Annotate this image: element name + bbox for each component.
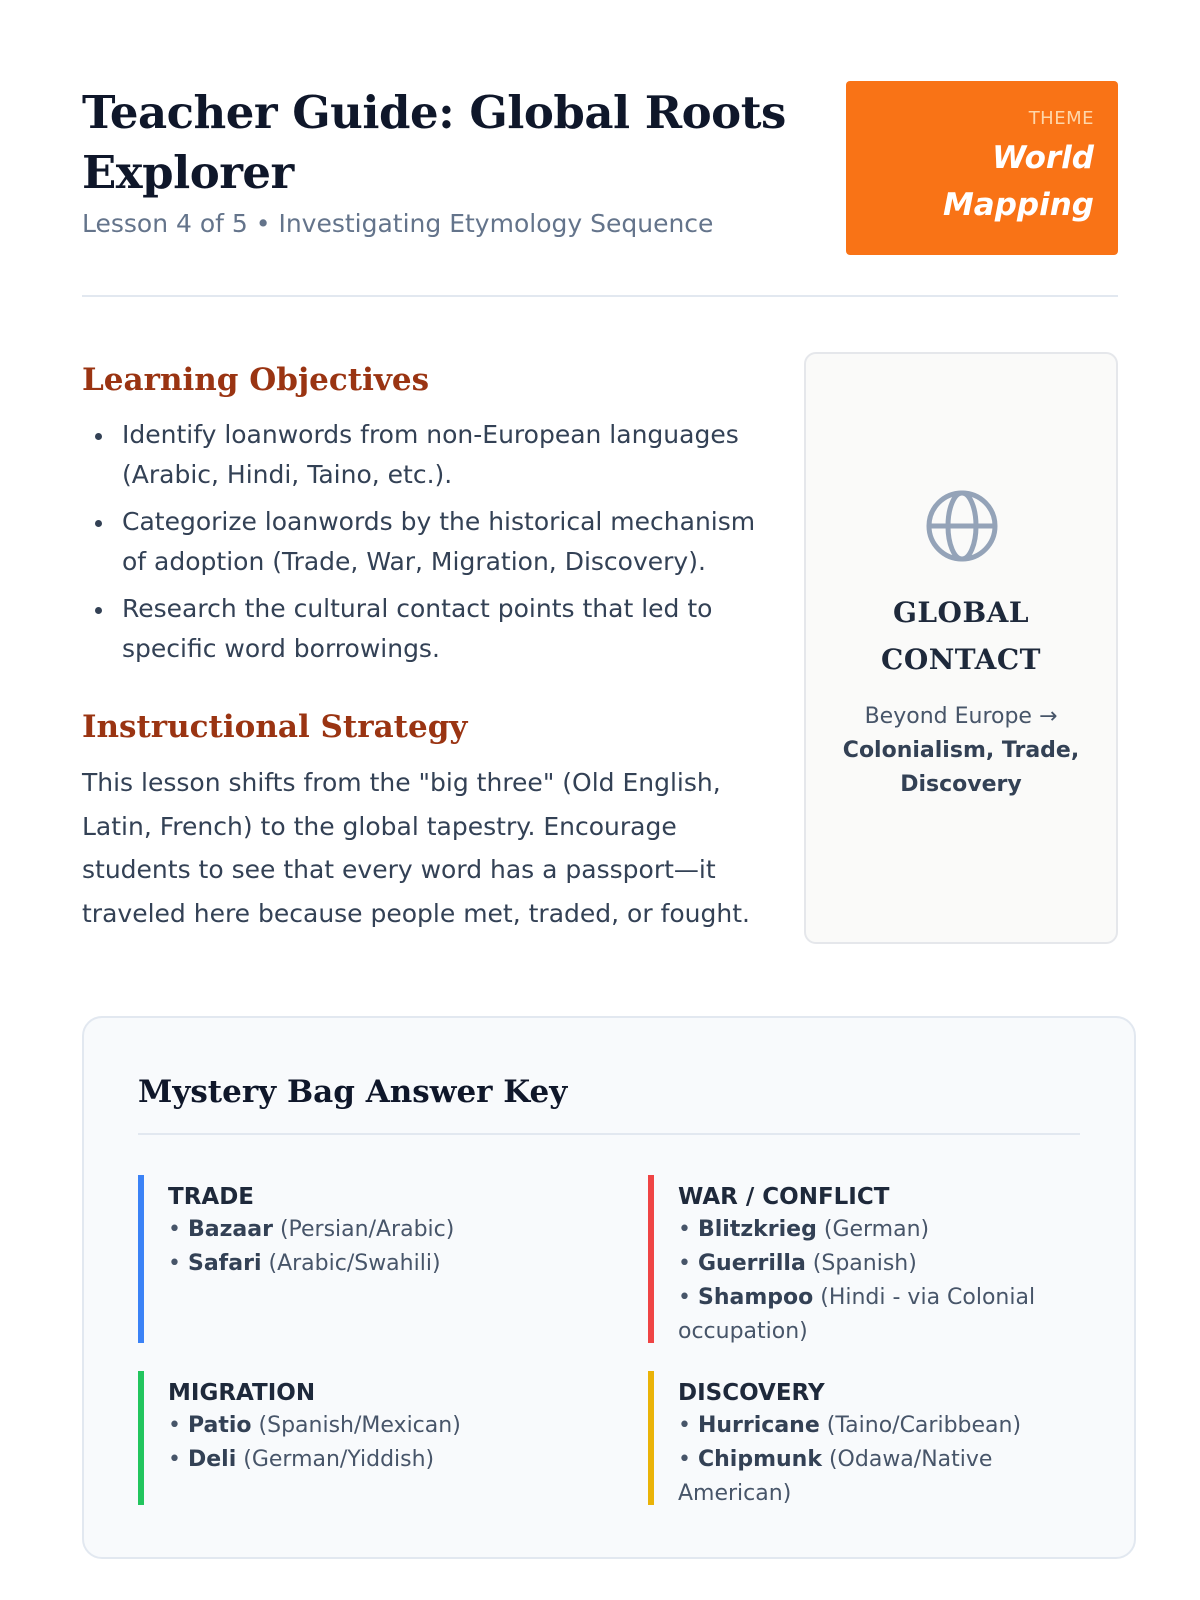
loanword-item: • Blitzkrieg (German) — [678, 1217, 930, 1242]
category-title: DISCOVERY — [678, 1380, 825, 1406]
answer-key-divider — [138, 1133, 1080, 1135]
lesson-subtitle: Lesson 4 of 5 • Investigating Etymology Sequence — [82, 209, 714, 238]
loanword: Safari — [187, 1251, 262, 1276]
loanword: Hurricane — [697, 1413, 820, 1438]
global-contact-title — [806, 589, 1116, 683]
loanword: Deli — [187, 1447, 237, 1472]
page-header — [82, 81, 1118, 297]
global-contact-title-line1: GLOBAL — [892, 596, 1030, 629]
loanword-origin: (German/Yiddish) — [243, 1447, 435, 1472]
global-contact-text-bold: Colonialism, Trade, Discovery — [842, 738, 1080, 797]
loanword: Guerrilla — [697, 1251, 806, 1276]
theme-value-line2: Mapping — [942, 187, 1094, 223]
loanword-origin: (Spanish/Mexican) — [258, 1413, 461, 1438]
answer-key-card — [82, 1016, 1136, 1559]
page-title: Teacher Guide: Global Roots Explorer — [82, 86, 786, 199]
loanword-origin: (Taino/Caribbean) — [826, 1413, 1022, 1438]
loanword-item: • Deli (German/Yiddish) — [168, 1447, 435, 1472]
strategy-text: This lesson shifts from the "big three" (Old English, Latin, French) to the global tapestry. Encourage students to see that every word has a passport—it traveled here because people met, traded, or fought. — [82, 768, 750, 928]
global-contact-card — [804, 352, 1118, 944]
objectives-list — [82, 415, 772, 676]
category-title: TRADE — [168, 1184, 255, 1210]
loanword: Chipmunk — [697, 1447, 822, 1472]
loanword-item: • Guerrilla (Spanish) — [678, 1251, 917, 1276]
theme-value — [846, 135, 1094, 229]
loanword-origin: (Persian/Arabic) — [279, 1217, 455, 1242]
loanword-item: • Safari (Arabic/Swahili) — [168, 1251, 441, 1276]
globe-icon — [924, 488, 1000, 568]
theme-badge — [846, 81, 1118, 255]
answer-key-title: Mystery Bag Answer Key — [138, 1074, 568, 1110]
loanword-item: • Patio (Spanish/Mexican) — [168, 1413, 461, 1438]
theme-value-line1: World — [992, 140, 1094, 176]
category-discovery — [648, 1371, 1088, 1505]
loanword-origin: (Spanish) — [812, 1251, 917, 1276]
global-contact-title-line2: CONTACT — [881, 643, 1041, 676]
loanword-item: • Shampoo (Hindi - via Colonial occupation) — [678, 1285, 1036, 1344]
global-contact-text — [826, 700, 1096, 802]
objective-item: Categorize loanwords by the historical mechanism of adoption (Trade, War, Migration, Discovery). — [82, 502, 772, 582]
category-trade — [138, 1175, 578, 1343]
loanword-item: • Chipmunk (Odawa/Native American) — [678, 1447, 993, 1506]
category-war-conflict — [648, 1175, 1088, 1343]
objectives-heading: Learning Objectives — [82, 362, 430, 398]
objective-item: Identify loanwords from non-European languages (Arabic, Hindi, Taino, etc.). — [82, 415, 772, 495]
loanword: Blitzkrieg — [697, 1217, 817, 1242]
loanword: Shampoo — [697, 1285, 814, 1310]
objective-item: Research the cultural contact points that led to specific word borrowings. — [82, 589, 772, 669]
loanword: Bazaar — [187, 1217, 273, 1242]
strategy-heading: Instructional Strategy — [82, 709, 468, 745]
loanword-item: • Bazaar (Persian/Arabic) — [168, 1217, 455, 1242]
loanword-origin: (Odawa/Native American) — [678, 1447, 993, 1506]
category-migration — [138, 1371, 578, 1505]
category-title: WAR / CONFLICT — [678, 1184, 890, 1210]
loanword-item: • Hurricane (Taino/Caribbean) — [678, 1413, 1022, 1438]
loanword-origin: (Arabic/Swahili) — [268, 1251, 441, 1276]
category-title: MIGRATION — [168, 1380, 316, 1406]
lesson-overview — [82, 297, 1118, 997]
loanword-origin: (Hindi - via Colonial occupation) — [678, 1285, 1036, 1344]
global-contact-text-plain: Beyond Europe → — [864, 704, 1058, 729]
loanword-origin: (German) — [823, 1217, 930, 1242]
theme-label: THEME — [1028, 108, 1094, 129]
loanword: Patio — [187, 1413, 252, 1438]
